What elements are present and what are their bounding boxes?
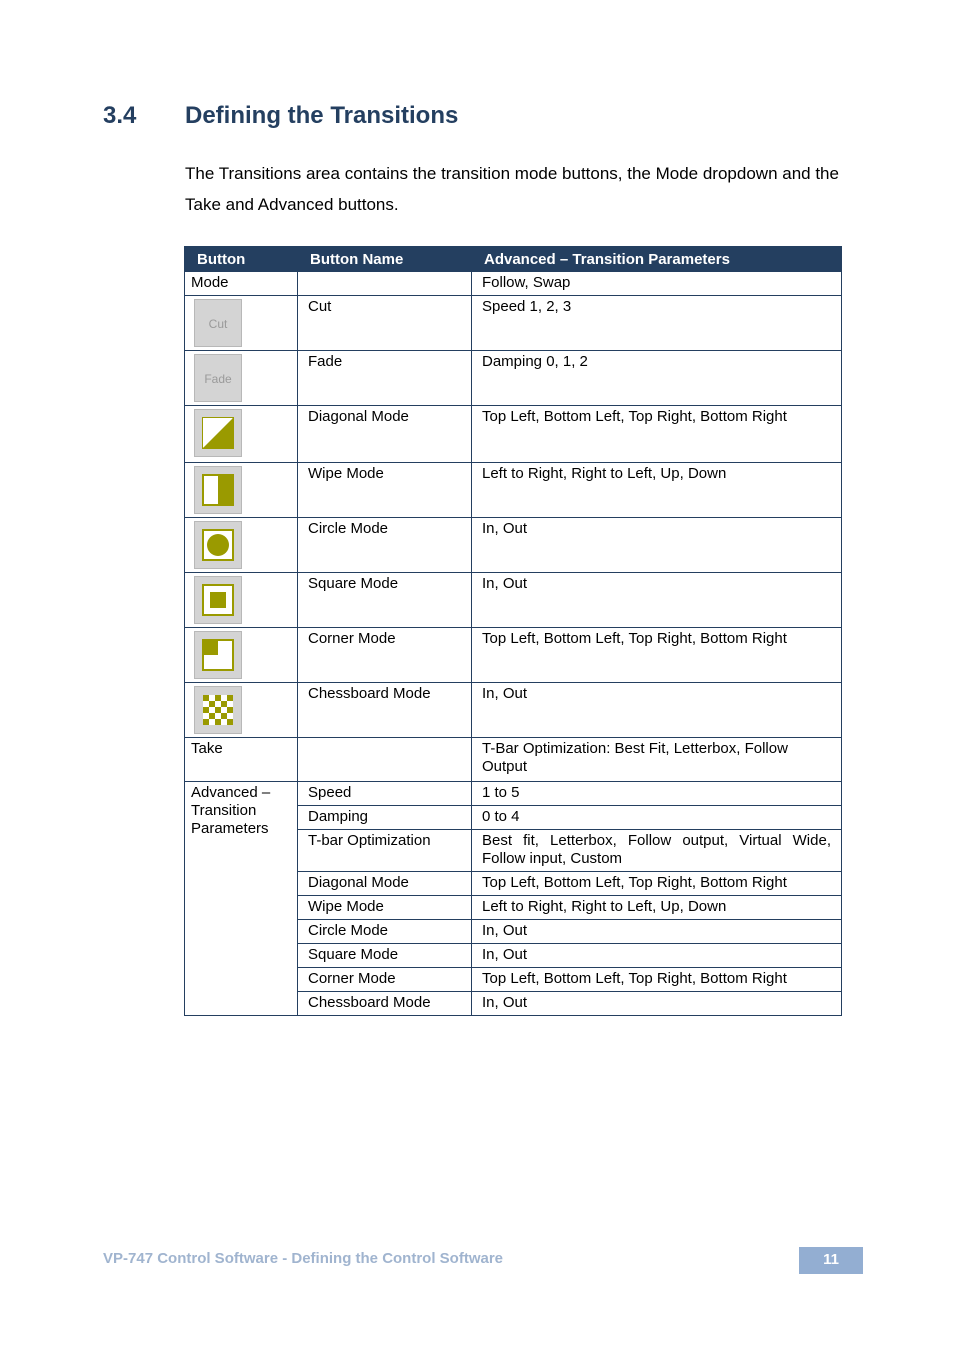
wipe-mode-icon: [194, 466, 242, 514]
cell-params: 1 to 5: [472, 782, 842, 806]
cell-name: Chessboard Mode: [298, 683, 472, 738]
cell-params: In, Out: [472, 944, 842, 968]
cell-params: In, Out: [472, 920, 842, 944]
cell-params: In, Out: [472, 992, 842, 1016]
cell-params: 0 to 4: [472, 806, 842, 830]
cell-name: Circle Mode: [298, 920, 472, 944]
table-row: [185, 683, 842, 738]
cell-params: Damping 0, 1, 2: [472, 351, 842, 406]
cell-params: Top Left, Bottom Left, Top Right, Bottom Right: [472, 968, 842, 992]
table-row: [185, 296, 842, 351]
fade-button-icon: [194, 354, 242, 402]
table-row: [185, 782, 842, 806]
cell-params: Follow, Swap: [472, 272, 842, 296]
cell-params: Top Left, Bottom Left, Top Right, Bottom Right: [472, 872, 842, 896]
table-row: [185, 628, 842, 683]
cell-name: Square Mode: [298, 944, 472, 968]
cell-name: T-bar Optimization: [298, 830, 472, 872]
cell-name: Circle Mode: [298, 518, 472, 573]
fade-button-label: Fade: [204, 372, 232, 386]
transitions-table: [184, 246, 842, 1016]
table-row: [185, 272, 842, 296]
header-button-name: Button Name: [298, 247, 472, 272]
cut-button-icon: [194, 299, 242, 347]
table-row: [185, 573, 842, 628]
cell-params: Left to Right, Right to Left, Up, Down: [472, 463, 842, 518]
cell-name: Speed: [298, 782, 472, 806]
cell-name: Diagonal Mode: [298, 406, 472, 463]
cell-params: Top Left, Bottom Left, Top Right, Bottom Right: [472, 406, 842, 463]
cell-advanced-label: Advanced – Transition Parameters: [185, 782, 298, 1016]
section-number: 3.4: [103, 102, 137, 129]
cell-name: Damping: [298, 806, 472, 830]
cell-params: Top Left, Bottom Left, Top Right, Bottom Right: [472, 628, 842, 683]
section-title: Defining the Transitions: [185, 102, 459, 129]
cell-name: Corner Mode: [298, 968, 472, 992]
cell-params: Speed 1, 2, 3: [472, 296, 842, 351]
table-row: [185, 406, 842, 463]
intro-paragraph: The Transitions area contains the transition mode buttons, the Mode dropdown and the Take and Advanced buttons.: [185, 164, 839, 214]
table-row: [185, 738, 842, 782]
cell-name: Chessboard Mode: [298, 992, 472, 1016]
diagonal-mode-icon: [194, 409, 242, 457]
cell-name: Cut: [298, 296, 472, 351]
table-row: [185, 518, 842, 573]
cell-name: Square Mode: [298, 573, 472, 628]
cell-name: Fade: [298, 351, 472, 406]
cell-button: Mode: [185, 272, 298, 296]
header-button: Button: [185, 247, 298, 272]
cell-name: Diagonal Mode: [298, 872, 472, 896]
header-params: Advanced – Transition Parameters: [472, 247, 842, 272]
cell-params: In, Out: [472, 683, 842, 738]
cell-params: In, Out: [472, 573, 842, 628]
corner-mode-icon: [194, 631, 242, 679]
circle-mode-icon: [194, 521, 242, 569]
table-row: [185, 463, 842, 518]
cell-params: Left to Right, Right to Left, Up, Down: [472, 896, 842, 920]
cell-name: Wipe Mode: [298, 463, 472, 518]
cell-name: Corner Mode: [298, 628, 472, 683]
cell-params: In, Out: [472, 518, 842, 573]
table-row: [185, 351, 842, 406]
cell-name: Wipe Mode: [298, 896, 472, 920]
chessboard-mode-icon: [194, 686, 242, 734]
cell-params: Best fit, Letterbox, Follow output, Virtual Wide, Follow input, Custom: [472, 830, 842, 872]
cell-name: [298, 738, 472, 782]
cut-button-label: Cut: [208, 317, 228, 331]
cell-name: [298, 272, 472, 296]
cell-button: Take: [185, 738, 298, 782]
section-heading: [0, 102, 954, 136]
cell-params: T-Bar Optimization: Best Fit, Letterbox, Follow Output: [472, 738, 842, 782]
table-header-row: [185, 247, 842, 272]
page-number: 11: [799, 1247, 863, 1274]
footer-title: VP-747 Control Software - Defining the Control Software: [103, 1250, 504, 1267]
square-mode-icon: [194, 576, 242, 624]
